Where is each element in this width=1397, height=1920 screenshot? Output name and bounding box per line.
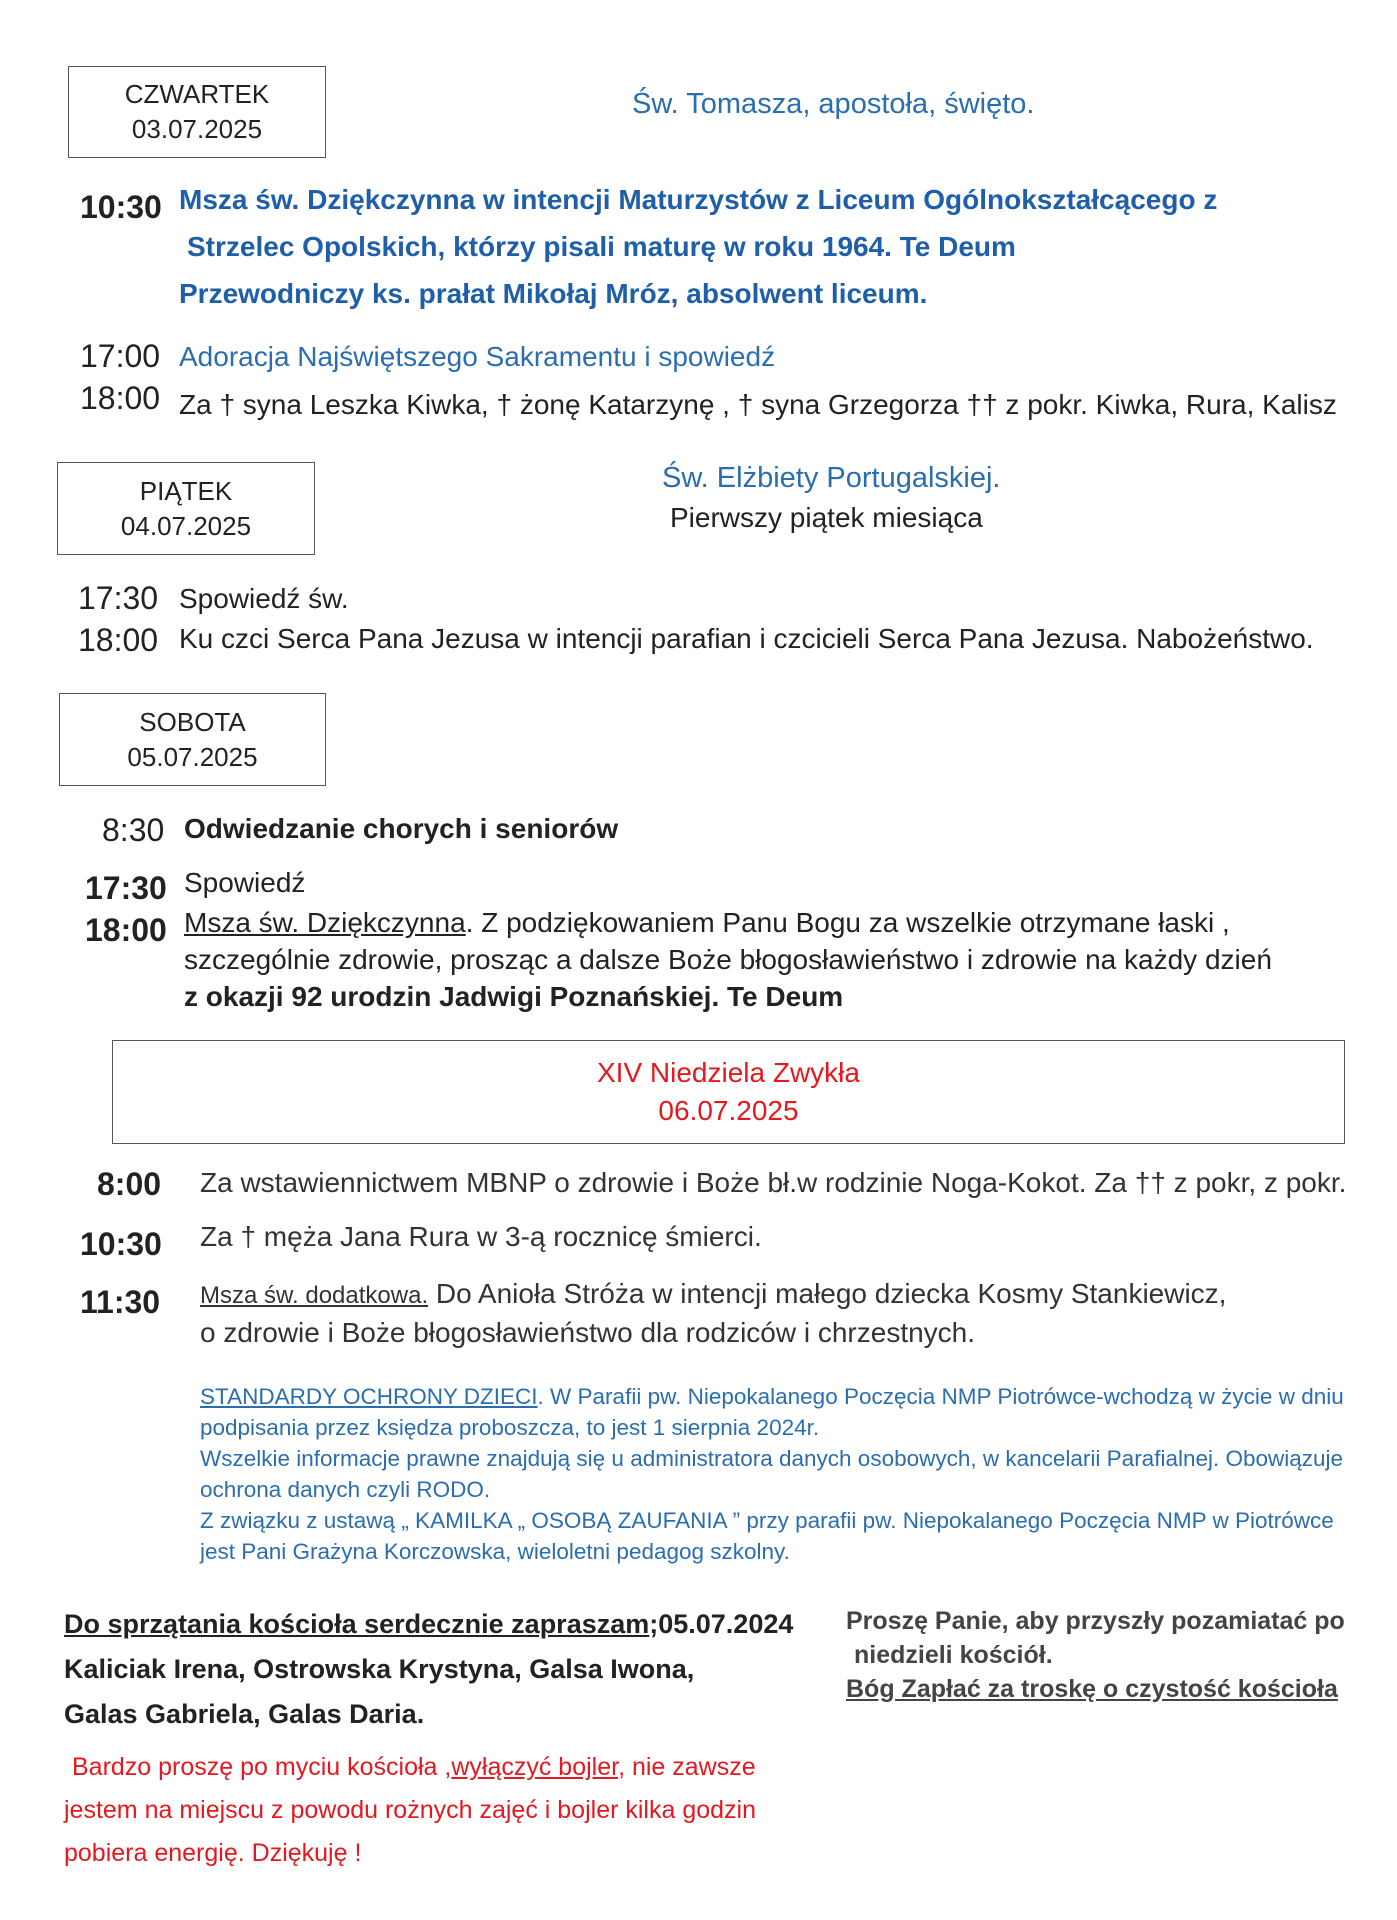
- friday-intention-1800: Ku czci Serca Pana Jezusa w intencji parafian i czcicieli Serca Pana Jezusa. Nabożeństwo.: [179, 623, 1314, 654]
- thursday-intention-1800: Za † syna Leszka Kiwka, † żonę Katarzynę , † syna Grzegorza †† z pokr. Kiwka, Rura, Kalisz: [179, 389, 1337, 420]
- thursday-time-1030: 10:30: [80, 189, 162, 225]
- saturday-visiting-sick: Odwiedzanie chorych i seniorów: [184, 813, 619, 844]
- cleaning-names-1: Kaliciak Irena, Ostrowska Krystyna, Galsa Iwona,: [64, 1654, 695, 1684]
- child-protection-notice: STANDARDY OCHRONY DZIECI. W Parafii pw. Niepokalanego Poczęcia NMP Piotrówce-wchodzą w życie w dniu podpisania przez księdza proboszcza, to jest 1 sierpnia 2024r. Wszelkie informacje prawne znajdują się u administratora danych osobowych, w kancelarii Parafialnej. Obowiązuje ochrona danych czyli RODO. Z związku z ustawą „ KAMILKA „ OSOBĄ ZAUFANIA ” przy parafii pw. Niepokalanego Poczęcia NMP w Piotrówce jest Pani Grażyna Korczowska, wieloletni pedagog szkolny.: [200, 1384, 1344, 1564]
- cleaning-thanks: Bóg Zapłać za troskę o czystość kościoła: [846, 1675, 1338, 1703]
- saturday-mass-label: Msza św. Dziękczynna: [184, 907, 466, 938]
- thursday-time-1700: 17:00: [80, 338, 161, 374]
- cleaning-right-note: Proszę Panie, aby przyszły pozamiatać po niedzieli kościół. Bóg Zapłać za troskę o czystość kościoła: [846, 1604, 1345, 1706]
- thursday-date-box: [68, 66, 326, 158]
- friday-time-1800: 18:00: [78, 622, 159, 658]
- friday-feast: Św. Elżbiety Portugalskiej.: [662, 462, 1001, 494]
- friday-time-1730: 17:30: [78, 580, 159, 616]
- saturday-time-1730: 17:30: [85, 870, 167, 906]
- thursday-adoration: Adoracja Najświętszego Sakramentu i spowiedź: [179, 341, 776, 372]
- thursday-date: 03.07.2025: [131, 114, 263, 144]
- saturday-mass-intention: Msza św. Dziękczynna. Z podziękowaniem Panu Bogu za wszelkie otrzymane łaski , szczególnie zdrowie, prosząc a dalsze Boże błogosławieństwo i zdrowie na każdy dzień z okazji 92 urodzin Jadwigi Poznańskiej. Te Deum: [184, 907, 1272, 1012]
- friday-date-box: [57, 462, 315, 555]
- sunday-title: XIV Niedziela Zwykła: [597, 1057, 860, 1088]
- saturday-confession: Spowiedź: [184, 867, 306, 898]
- boiler-warning: Bardzo proszę po myciu kościoła ,wyłączyć bojler, nie zawsze jestem na miejscu z powodu rożnych zajęć i bojler kilka godzin pobiera energię. Dziękuję !: [64, 1753, 756, 1867]
- sunday-intention-1030: Za † męża Jana Rura w 3-ą rocznicę śmierci.: [200, 1221, 762, 1252]
- sunday-date: 06.07.2025: [658, 1095, 799, 1126]
- cleaning-names-2: Galas Gabriela, Galas Daria.: [64, 1699, 425, 1729]
- boiler-warning-emphasis: wyłączyć bojler: [451, 1753, 619, 1781]
- saturday-time-830: 8:30: [102, 812, 165, 848]
- child-protection-link[interactable]: STANDARDY OCHRONY DZIECI: [200, 1384, 538, 1409]
- sunday-time-1030: 10:30: [80, 1226, 162, 1262]
- sunday-time-1130: 11:30: [80, 1284, 161, 1320]
- thursday-mass-intention: Msza św. Dziękczynna w intencji Maturzystów z Liceum Ogólnokształcącego z Strzelec Opolskich, którzy pisali maturę w roku 1964. Te Deum Przewodniczy ks. prałat Mikołaj Mróz, absolwent liceum.: [179, 184, 1218, 309]
- friday-day: PIĄTEK: [139, 475, 233, 506]
- sunday-title-box: [112, 1040, 1345, 1144]
- cleaning-invite-label: Do sprzątania kościoła serdecznie zapraszam: [64, 1609, 650, 1639]
- friday-date: 04.07.2025: [120, 510, 252, 541]
- sunday-time-800: 8:00: [97, 1166, 162, 1202]
- thursday-day: CZWARTEK: [124, 79, 270, 109]
- friday-confession: Spowiedź św.: [179, 583, 349, 614]
- sunday-intention-800: Za wstawiennictwem MBNP o zdrowie i Boże bł.w rodzinie Noga-Kokot. Za †† z pokr, z pokr.: [200, 1167, 1347, 1198]
- saturday-date: 05.07.2025: [127, 741, 258, 772]
- thursday-time-1800: 18:00: [80, 380, 161, 416]
- sunday-intention-1130: Msza św. dodatkowa. Do Anioła Stróża w intencji małego dziecka Kosmy Stankiewicz, o zdrowie i Boże błogosławieństwo dla rodziców i chrzestnych.: [200, 1278, 1227, 1348]
- cleaning-invitation: Do sprzątania kościoła serdecznie zapraszam;05.07.2024 Kaliciak Irena, Ostrowska Krystyna, Galsa Iwona, Galas Gabriela, Galas Daria.: [64, 1602, 793, 1737]
- thursday-feast: Św. Tomasza, apostoła, święto.: [632, 88, 1035, 120]
- friday-note: Pierwszy piątek miesiąca: [670, 502, 983, 533]
- saturday-date-box: [59, 693, 326, 786]
- saturday-day: SOBOTA: [139, 706, 246, 737]
- saturday-time-1800: 18:00: [85, 912, 167, 948]
- sunday-extra-mass-label: Msza św. dodatkowa.: [200, 1282, 429, 1309]
